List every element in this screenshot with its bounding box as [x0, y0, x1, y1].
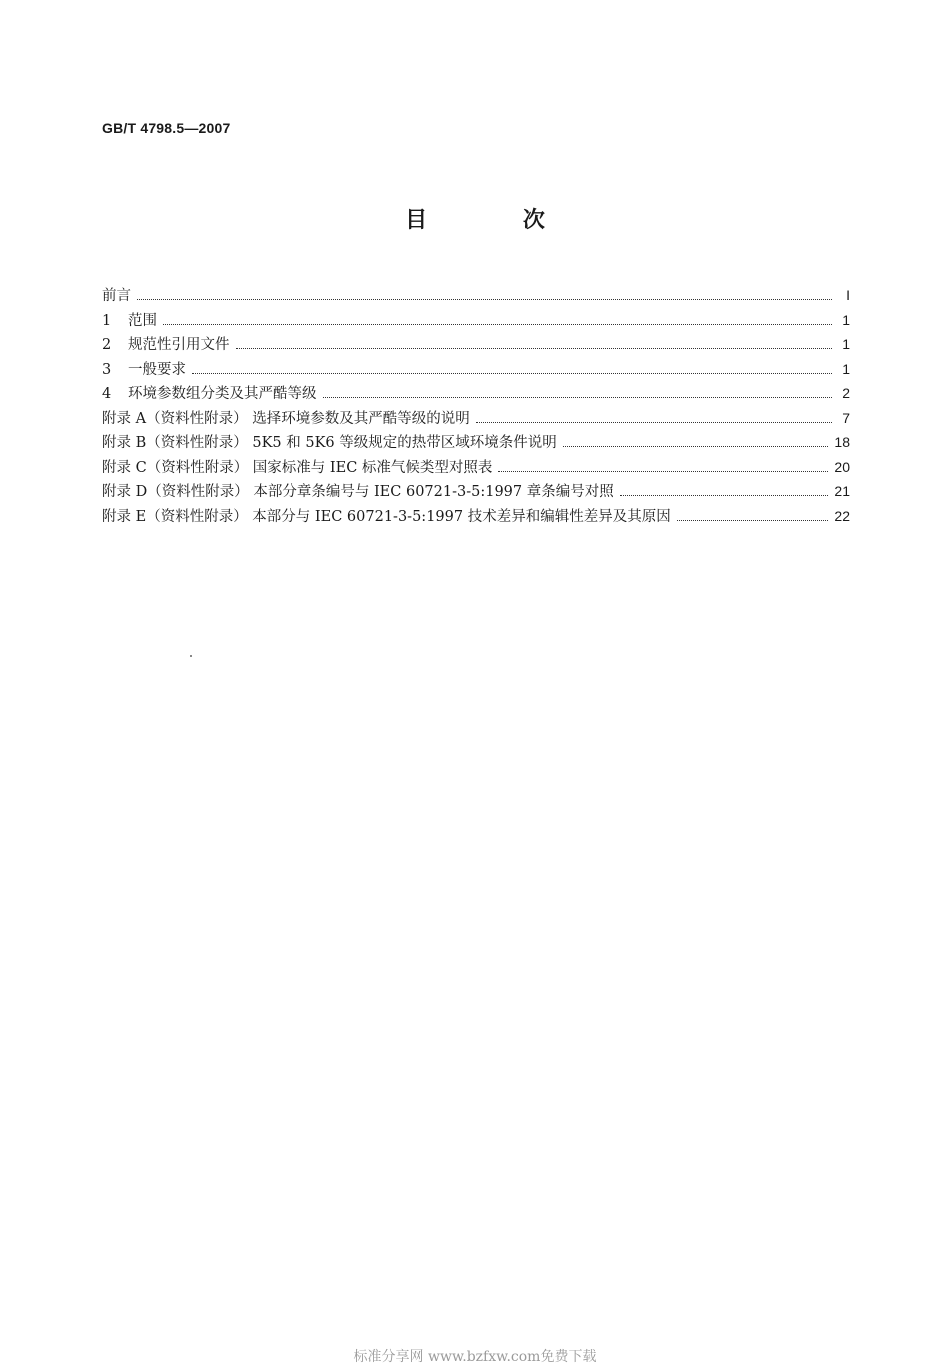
- toc-entry-annex-d[interactable]: [102, 480, 850, 505]
- toc-entry-page: 20: [834, 458, 850, 475]
- toc-entry-number: 2: [102, 337, 112, 353]
- scan-speck: [190, 655, 192, 657]
- toc-entry-page: 21: [834, 483, 850, 499]
- toc-entry-page: 1: [842, 311, 850, 328]
- toc-leader-dots: [677, 519, 829, 521]
- toc-leader-dots: [163, 323, 832, 325]
- toc-leader-dots: [137, 298, 832, 300]
- toc-entry-page: I: [846, 287, 850, 303]
- toc-entry-page: 7: [842, 409, 850, 426]
- toc-entry-annex-e[interactable]: [102, 505, 850, 530]
- toc-entry-label: 附录 B（资料性附录） 5K5 和 5K6 等级规定的热带区域环境条件说明: [102, 435, 557, 451]
- toc-leader-dots: [476, 421, 832, 423]
- toc-leader-dots: [498, 470, 828, 472]
- toc-entry-number: 1: [102, 312, 112, 329]
- toc-entry-3[interactable]: [102, 358, 850, 383]
- toc-entry-label: 附录 E（资料性附录） 本部分与 IEC 60721-3-5:1997 技术差异和编辑性差异及其原因: [102, 508, 671, 525]
- toc-entry-label: 附录 C（资料性附录） 国家标准与 IEC 标准气候类型对照表: [102, 459, 493, 476]
- toc-entry-2[interactable]: [102, 333, 850, 358]
- toc-entry-annex-a[interactable]: [102, 407, 850, 432]
- toc-entry-page: 2: [842, 385, 850, 401]
- toc-entry-page: 1: [842, 360, 850, 377]
- page-title: 目 次: [405, 208, 589, 233]
- toc-entry-page: 22: [834, 507, 850, 524]
- toc-entry-1[interactable]: [102, 309, 850, 334]
- toc-entry-label: 1 范围: [102, 312, 157, 329]
- footer-watermark: 标准分享网 www.bzfxw.com免费下载: [353, 1349, 597, 1365]
- toc-leader-dots: [563, 445, 829, 447]
- toc-leader-dots: [192, 372, 832, 374]
- toc-entry-label: 3 一般要求: [102, 361, 186, 378]
- toc-entry-foreword[interactable]: [102, 284, 850, 309]
- toc-leader-dots: [236, 347, 833, 349]
- toc-entry-annex-b[interactable]: [102, 431, 850, 456]
- toc-entry-annex-c[interactable]: [102, 456, 850, 481]
- toc-entry-label: 前言: [102, 288, 131, 304]
- toc-entry-label: 附录 A（资料性附录） 选择环境参数及其严酷等级的说明: [102, 410, 470, 427]
- document-code: GB/T 4798.5—2007: [102, 120, 231, 136]
- toc-entry-page: 1: [842, 336, 850, 352]
- toc-entry-label: 附录 D（资料性附录） 本部分章条编号与 IEC 60721-3-5:1997 章条编号对照: [102, 484, 614, 500]
- table-of-contents: [102, 284, 850, 529]
- toc-leader-dots: [323, 396, 833, 398]
- toc-entry-label: 4 环境参数组分类及其严酷等级: [102, 386, 317, 402]
- toc-leader-dots: [620, 494, 829, 496]
- toc-entry-label: 2 规范性引用文件: [102, 337, 230, 353]
- toc-entry-page: 18: [834, 434, 850, 450]
- toc-entry-number: 4: [102, 386, 112, 402]
- toc-entry-number: 3: [102, 361, 112, 378]
- toc-entry-4[interactable]: [102, 382, 850, 407]
